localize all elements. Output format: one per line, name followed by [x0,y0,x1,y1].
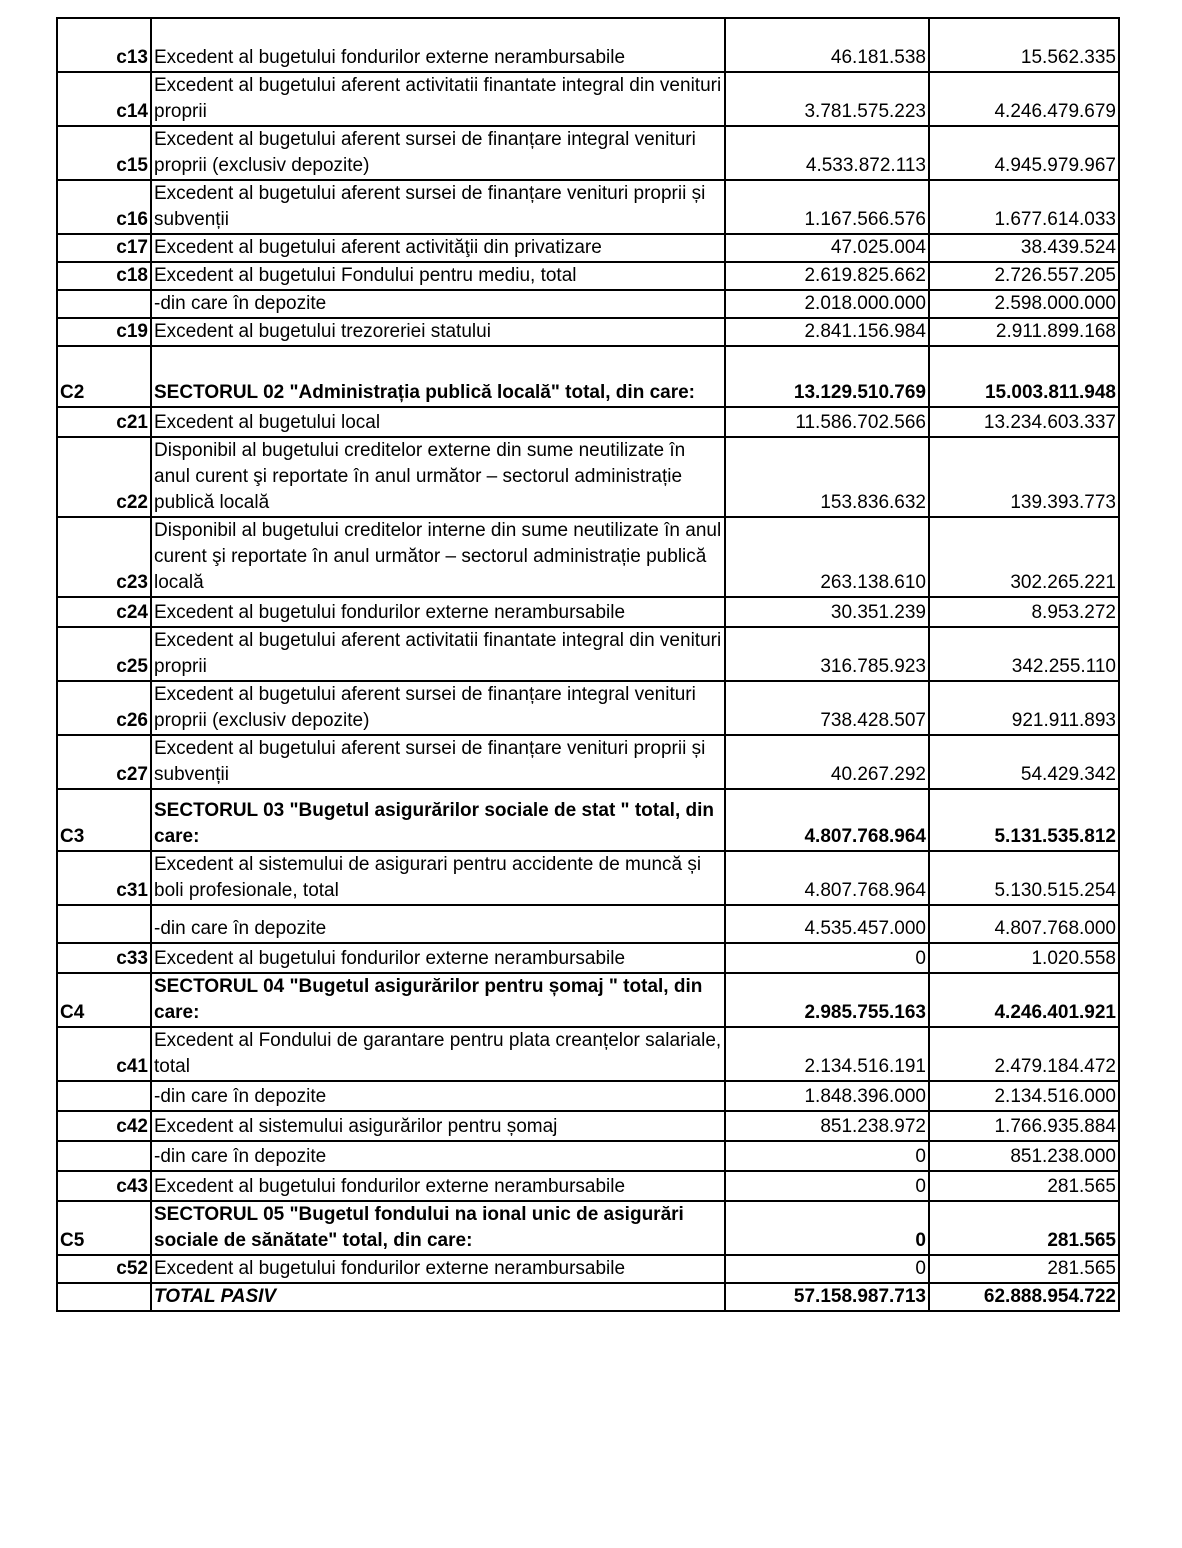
table-row [57,1111,1119,1141]
row-description: Excedent al sistemului de asigurari pentru accidente de muncă și boli profesionale, total [151,851,725,905]
table-row [57,1171,1119,1201]
row-code: c22 [57,437,151,517]
row-description: Excedent al bugetului aferent sursei de finanțare venituri proprii și subvenții [151,180,725,234]
row-code: c26 [57,681,151,735]
row-description: Excedent al bugetului aferent sursei de finanțare integral venituri proprii (exclusiv depozite) [151,126,725,180]
row-description: Excedent al bugetului aferent sursei de finanțare venituri proprii și subvenții [151,735,725,789]
row-description: Excedent al bugetului fondurilor externe nerambursabile [151,18,725,72]
row-description: -din care în depozite [151,1141,725,1171]
table-row [57,72,1119,126]
row-value-current: 2.911.899.168 [929,318,1119,346]
table-row [57,1027,1119,1081]
table-row [57,407,1119,437]
table-row [57,597,1119,627]
row-code [57,290,151,318]
row-value-current: 54.429.342 [929,735,1119,789]
row-description: -din care în depozite [151,1081,725,1111]
row-description: Excedent al bugetului fondurilor externe nerambursabile [151,1255,725,1283]
row-code: C5 [57,1201,151,1255]
table-row [57,943,1119,973]
row-value-previous: 316.785.923 [725,627,929,681]
row-value-current: 4.246.401.921 [929,973,1119,1027]
table-row [57,437,1119,517]
row-value-previous: 0 [725,943,929,973]
row-description: Excedent al bugetului fondurilor externe nerambursabile [151,943,725,973]
row-code: c27 [57,735,151,789]
table-row [57,905,1119,943]
table-row [57,735,1119,789]
row-value-previous: 47.025.004 [725,234,929,262]
row-code: c24 [57,597,151,627]
row-description: SECTORUL 04 "Bugetul asigurărilor pentru șomaj " total, din care: [151,973,725,1027]
row-value-previous: 3.781.575.223 [725,72,929,126]
row-code [57,1081,151,1111]
row-code: c52 [57,1255,151,1283]
table-row [57,1081,1119,1111]
row-description: Excedent al Fondului de garantare pentru plata creanțelor salariale, total [151,1027,725,1081]
row-value-current: 342.255.110 [929,627,1119,681]
row-value-current: 1.020.558 [929,943,1119,973]
row-value-previous: 1.848.396.000 [725,1081,929,1111]
row-value-current: 4.246.479.679 [929,72,1119,126]
row-description: Excedent al bugetului aferent sursei de finanțare integral venituri proprii (exclusiv depozite) [151,681,725,735]
table-row [57,517,1119,597]
row-code: c25 [57,627,151,681]
row-value-previous: 2.619.825.662 [725,262,929,290]
row-value-current: 281.565 [929,1255,1119,1283]
row-value-current: 851.238.000 [929,1141,1119,1171]
row-code: c23 [57,517,151,597]
row-value-current: 38.439.524 [929,234,1119,262]
row-value-current: 15.562.335 [929,18,1119,72]
row-code: c33 [57,943,151,973]
row-description: Excedent al bugetului fondurilor externe nerambursabile [151,597,725,627]
row-description: Excedent al bugetului Fondului pentru mediu, total [151,262,725,290]
row-value-previous: 0 [725,1141,929,1171]
table-row [57,681,1119,735]
row-description: Excedent al bugetului fondurilor externe nerambursabile [151,1171,725,1201]
row-value-previous: 57.158.987.713 [725,1283,929,1311]
row-code: C4 [57,973,151,1027]
table-row [57,1255,1119,1283]
row-value-current: 15.003.811.948 [929,346,1119,407]
row-description: Excedent al bugetului aferent activitatii finantate integral din venituri proprii [151,627,725,681]
row-code: c31 [57,851,151,905]
row-value-previous: 11.586.702.566 [725,407,929,437]
row-value-current: 4.945.979.967 [929,126,1119,180]
row-value-current: 139.393.773 [929,437,1119,517]
row-code: c16 [57,180,151,234]
table-row [57,1201,1119,1255]
row-value-previous: 2.134.516.191 [725,1027,929,1081]
row-value-current: 5.130.515.254 [929,851,1119,905]
row-description: Disponibil al bugetului creditelor externe din sume neutilizate în anul curent şi reportate în anul următor – sectorul administrație publică locală [151,437,725,517]
row-value-previous: 0 [725,1255,929,1283]
row-code [57,1283,151,1311]
row-code: C3 [57,789,151,851]
row-value-previous: 2.018.000.000 [725,290,929,318]
row-value-previous: 13.129.510.769 [725,346,929,407]
row-code: c14 [57,72,151,126]
table-row [57,290,1119,318]
row-value-previous: 738.428.507 [725,681,929,735]
row-value-previous: 1.167.566.576 [725,180,929,234]
row-description: TOTAL PASIV [151,1283,725,1311]
row-value-current: 281.565 [929,1171,1119,1201]
row-code [57,1141,151,1171]
row-value-previous: 40.267.292 [725,735,929,789]
row-value-current: 1.677.614.033 [929,180,1119,234]
row-description: Excedent al bugetului trezoreriei statului [151,318,725,346]
table-row [57,262,1119,290]
row-value-current: 62.888.954.722 [929,1283,1119,1311]
row-description: SECTORUL 05 "Bugetul fondului na ional unic de asigurări sociale de sănătate" total, din care: [151,1201,725,1255]
table-row [57,18,1119,72]
row-code: c13 [57,18,151,72]
row-code: c21 [57,407,151,437]
row-description: Disponibil al bugetului creditelor interne din sume neutilizate în anul curent şi reportate în anul următor – sectorul administrație publică locală [151,517,725,597]
table-row [57,789,1119,851]
row-description: Excedent al bugetului aferent activitatii finantate integral din venituri proprii [151,72,725,126]
row-code: c15 [57,126,151,180]
table-row [57,973,1119,1027]
table-row [57,234,1119,262]
row-code: c18 [57,262,151,290]
row-value-current: 2.598.000.000 [929,290,1119,318]
row-value-previous: 30.351.239 [725,597,929,627]
row-code [57,905,151,943]
table-row [57,1283,1119,1311]
row-value-previous: 2.841.156.984 [725,318,929,346]
table-row [57,851,1119,905]
row-value-current: 2.479.184.472 [929,1027,1119,1081]
row-code: C2 [57,346,151,407]
row-value-current: 921.911.893 [929,681,1119,735]
table-row [57,1141,1119,1171]
row-value-current: 302.265.221 [929,517,1119,597]
row-code: c41 [57,1027,151,1081]
row-value-previous: 2.985.755.163 [725,973,929,1027]
table-row [57,126,1119,180]
row-value-previous: 4.807.768.964 [725,851,929,905]
row-value-previous: 0 [725,1171,929,1201]
row-description: SECTORUL 03 "Bugetul asigurărilor sociale de stat " total, din care: [151,789,725,851]
row-description: Excedent al bugetului aferent activităţii din privatizare [151,234,725,262]
row-description: Excedent al sistemului asigurărilor pentru șomaj [151,1111,725,1141]
row-code: c17 [57,234,151,262]
row-value-current: 13.234.603.337 [929,407,1119,437]
row-description: -din care în depozite [151,905,725,943]
row-value-current: 2.726.557.205 [929,262,1119,290]
row-value-previous: 46.181.538 [725,18,929,72]
table-row [57,627,1119,681]
row-value-current: 1.766.935.884 [929,1111,1119,1141]
row-code: c43 [57,1171,151,1201]
row-value-current: 281.565 [929,1201,1119,1255]
table-row [57,346,1119,407]
table-row [57,318,1119,346]
row-value-previous: 851.238.972 [725,1111,929,1141]
balance-table [56,17,1120,1312]
row-value-previous: 4.535.457.000 [725,905,929,943]
row-description: SECTORUL 02 "Administrația publică locală" total, din care: [151,346,725,407]
table-row [57,180,1119,234]
row-code: c19 [57,318,151,346]
row-description: Excedent al bugetului local [151,407,725,437]
row-value-previous: 0 [725,1201,929,1255]
row-value-current: 4.807.768.000 [929,905,1119,943]
row-code: c42 [57,1111,151,1141]
row-description: -din care în depozite [151,290,725,318]
row-value-current: 2.134.516.000 [929,1081,1119,1111]
row-value-previous: 4.807.768.964 [725,789,929,851]
balance-table-body [57,18,1119,1311]
row-value-current: 5.131.535.812 [929,789,1119,851]
row-value-previous: 153.836.632 [725,437,929,517]
row-value-previous: 4.533.872.113 [725,126,929,180]
row-value-current: 8.953.272 [929,597,1119,627]
row-value-previous: 263.138.610 [725,517,929,597]
